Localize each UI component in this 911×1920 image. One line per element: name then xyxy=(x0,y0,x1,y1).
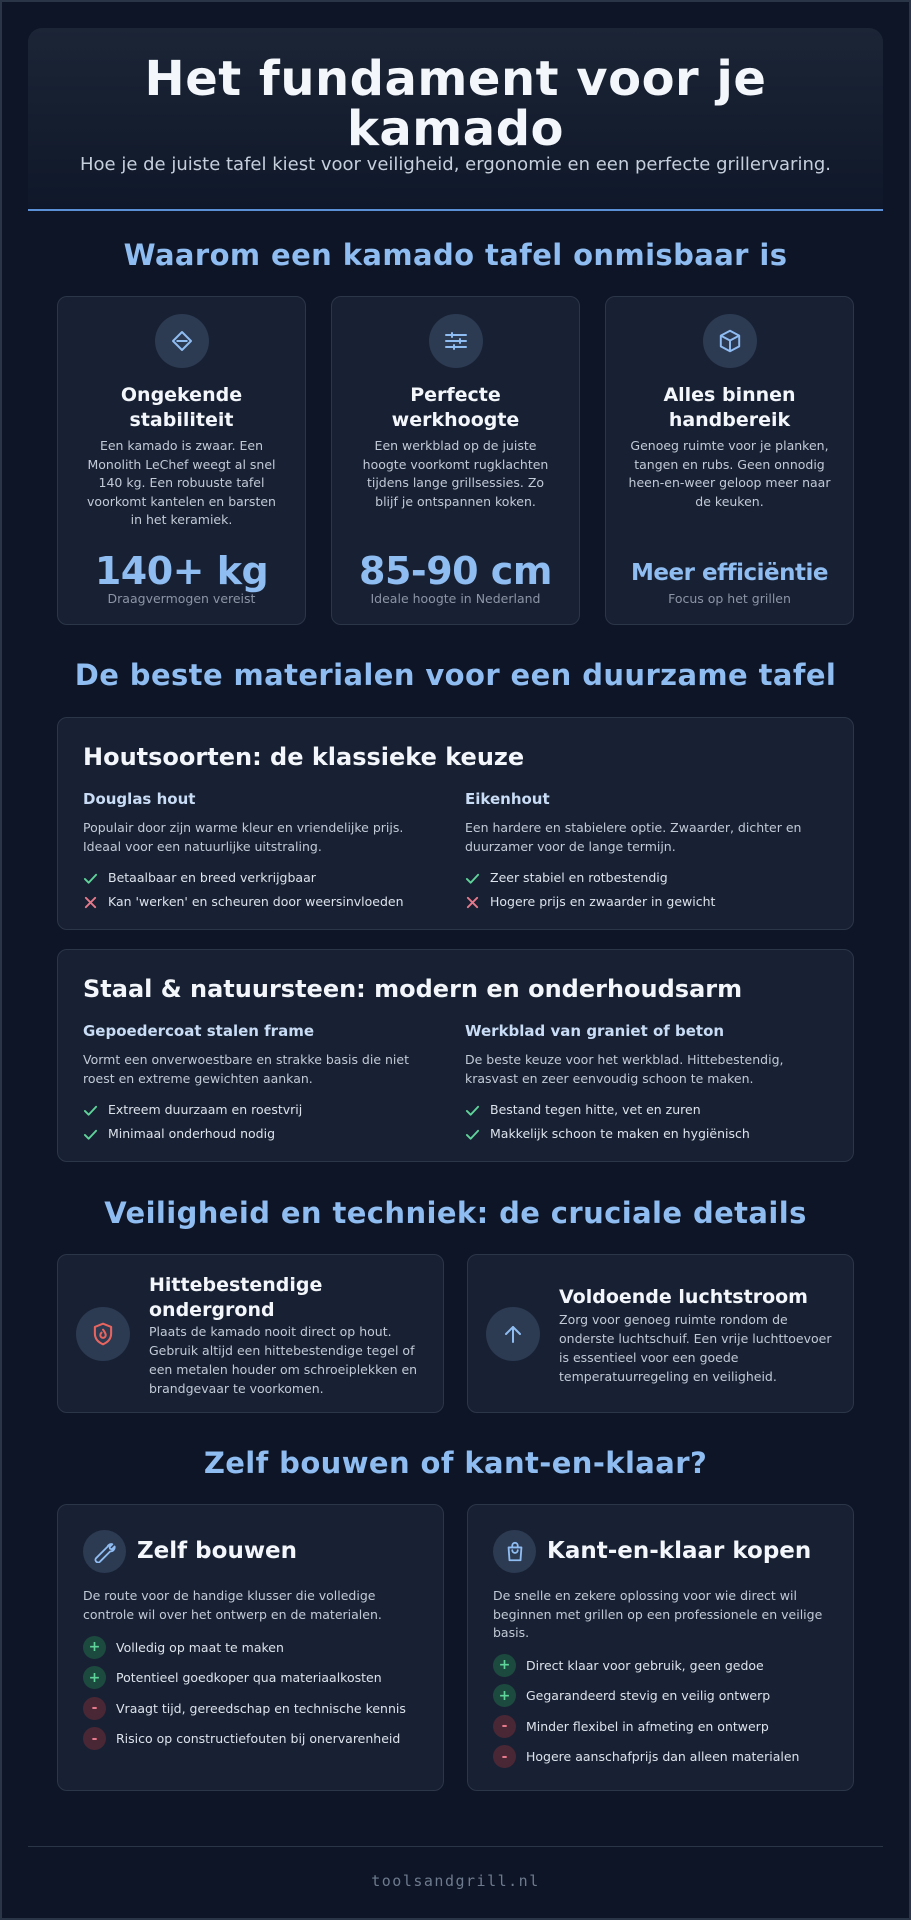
pro-item: + Direct klaar voor gebruik, geen gedoe xyxy=(493,1650,843,1681)
why-card-reach xyxy=(605,296,854,625)
pro-item: Makkelijk schoon te maken en hygiënisch xyxy=(465,1122,825,1146)
pro-item: Bestand tegen hitte, vet en zuren xyxy=(465,1098,825,1122)
cross-icon xyxy=(83,895,98,910)
arrow-up-icon xyxy=(486,1307,540,1361)
page-title xyxy=(28,51,883,157)
section-title-safety: Veiligheid en techniek: de cruciale details xyxy=(104,1196,807,1230)
con-item: - Minder flexibel in afmeting en ontwerp xyxy=(493,1711,843,1742)
check-icon xyxy=(83,1127,98,1142)
safety-card-title: Hittebestendige ondergrond xyxy=(149,1274,323,1321)
con-item: - Hogere aanschafprijs dan alleen materialen xyxy=(493,1742,843,1773)
material-desc: De beste keuze voor het werkblad. Hittebestendig, krasvast en zeer eenvoudig schoon te maken. xyxy=(465,1052,784,1086)
materials-card-title: Staal & natuursteen: modern en onderhoudsarm xyxy=(83,975,743,1003)
safety-card-heat xyxy=(57,1254,444,1413)
build-card-buy xyxy=(467,1504,854,1791)
plus-icon: + xyxy=(83,1666,106,1689)
pro-item: + Gegarandeerd stevig en veilig ontwerp xyxy=(493,1681,843,1712)
material-desc: Populair door zijn warme kleur en vriendelijke prijs. Ideaal voor een natuurlijke uitstraling. xyxy=(83,820,404,854)
why-card-stat-label: Focus op het grillen xyxy=(668,591,791,606)
pro-item: Zeer stabiel en rotbestendig xyxy=(465,866,825,890)
pro-item: Betaalbaar en breed verkrijgbaar xyxy=(83,866,443,890)
check-icon xyxy=(83,1103,98,1118)
cross-icon xyxy=(465,895,480,910)
build-card-diy xyxy=(57,1504,444,1791)
section-title-build: Zelf bouwen of kant-en-klaar? xyxy=(203,1446,708,1480)
why-card-stat: Meer efficiëntie xyxy=(631,560,828,586)
safety-card-desc: Plaats de kamado nooit direct op hout. Gebruik altijd een hittebestendige tegel of een metalen houder om schroeiplekken en brandgevaar te voorkomen. xyxy=(149,1324,418,1396)
build-card-title: Zelf bouwen xyxy=(137,1538,298,1564)
hero-divider xyxy=(28,209,883,211)
diamond-icon xyxy=(155,314,209,368)
minus-icon: - xyxy=(83,1727,106,1750)
con-item: Hogere prijs en zwaarder in gewicht xyxy=(465,890,825,914)
material-heading: Douglas hout xyxy=(83,790,196,808)
hero-header xyxy=(28,28,883,208)
why-card-stability xyxy=(57,296,306,625)
why-card-title: Perfecte werkhoogte xyxy=(391,384,520,431)
shopping-bag-icon xyxy=(493,1530,536,1573)
title-line-1: Het fundament voor je xyxy=(144,51,767,107)
pro-item: + Potentieel goedkoper qua materiaalkosten xyxy=(83,1663,433,1694)
plus-icon: + xyxy=(83,1636,106,1659)
con-item: Kan 'werken' en scheuren door weersinvloeden xyxy=(83,890,443,914)
material-column-douglas xyxy=(83,790,443,914)
build-card-list xyxy=(83,1632,433,1754)
con-item: - Risico op constructiefouten bij onervarenheid xyxy=(83,1724,433,1755)
material-heading: Werkblad van graniet of beton xyxy=(465,1022,725,1040)
materials-card-wood xyxy=(57,717,854,930)
why-card-stat: 140+ kg xyxy=(94,549,269,593)
why-card-stat: 85-90 cm xyxy=(359,549,552,593)
material-desc: Een hardere en stabielere optie. Zwaarder, dichter en duurzamer voor de lange termijn. xyxy=(465,820,802,854)
material-column-granite xyxy=(465,1022,825,1146)
box-icon xyxy=(703,314,757,368)
why-card-desc: Een kamado is zwaar. Een Monolith LeChef weegt al snel 140 kg. Een robuuste tafel voorkomt kantelen en barsten in het keramiek. xyxy=(87,438,276,527)
material-desc: Vormt een onverwoestbare en strakke basis die niet roest en extreme gewichten aankan. xyxy=(83,1052,409,1086)
section-title-why: Waarom een kamado tafel onmisbaar is xyxy=(123,238,788,272)
sliders-icon xyxy=(429,314,483,368)
pro-item: Extreem duurzaam en roestvrij xyxy=(83,1098,443,1122)
why-card-height xyxy=(331,296,580,625)
build-card-list xyxy=(493,1650,843,1772)
minus-icon: - xyxy=(493,1715,516,1738)
material-column-steel xyxy=(83,1022,443,1146)
safety-card-airflow xyxy=(467,1254,854,1413)
shield-icon xyxy=(76,1307,130,1361)
materials-card-steel xyxy=(57,949,854,1162)
safety-card-desc: Zorg voor genoeg ruimte rondom de onderste luchtschuif. Een vrije luchttoevoer is essentieel voor een goede temperatuurregeling en veiligheid. xyxy=(559,1312,832,1384)
check-icon xyxy=(83,871,98,886)
why-card-title: Alles binnen handbereik xyxy=(663,384,796,431)
build-card-desc: De route voor de handige klusser die volledige controle wil over het ontwerp en de materialen. xyxy=(83,1588,382,1622)
why-card-stat-label: Draagvermogen vereist xyxy=(107,591,256,606)
plus-icon: + xyxy=(493,1684,516,1707)
footer-site-link[interactable]: toolsandgrill.nl xyxy=(371,1872,540,1890)
page-subtitle: Hoe je de juiste tafel kiest voor veiligheid, ergonomie en een perfecte grillervaring. xyxy=(79,154,832,175)
build-card-title: Kant-en-klaar kopen xyxy=(547,1538,812,1564)
safety-card-title: Voldoende luchtstroom xyxy=(559,1286,808,1308)
con-item: - Vraagt tijd, gereedschap en technische kennis xyxy=(83,1693,433,1724)
build-card-desc: De snelle en zekere oplossing voor wie direct wil beginnen met grillen op een professionele en veilige basis. xyxy=(493,1588,823,1640)
materials-card-title: Houtsoorten: de klassieke keuze xyxy=(83,743,525,771)
wrench-icon xyxy=(83,1530,126,1573)
why-card-desc: Een werkblad op de juiste hoogte voorkomt rugklachten tijdens lange grillsessies. Zo blijf je ontspannen koken. xyxy=(362,438,549,509)
title-line-2: kamado xyxy=(346,101,565,157)
pro-item: + Volledig op maat te maken xyxy=(83,1632,433,1663)
check-icon xyxy=(465,871,480,886)
minus-icon: - xyxy=(493,1745,516,1768)
why-card-stat-label: Ideale hoogte in Nederland xyxy=(370,591,541,606)
section-title-materials: De beste materialen voor een duurzame tafel xyxy=(74,658,837,692)
check-icon xyxy=(465,1103,480,1118)
material-heading: Eikenhout xyxy=(465,790,550,808)
why-card-title: Ongekende stabiliteit xyxy=(120,384,243,431)
check-icon xyxy=(465,1127,480,1142)
plus-icon: + xyxy=(493,1654,516,1677)
material-heading: Gepoedercoat stalen frame xyxy=(83,1022,315,1040)
why-card-desc: Genoeg ruimte voor je planken, tangen en rubs. Geen onnodig heen-en-weer geloop meer naar de keuken. xyxy=(628,438,831,509)
material-column-eiken xyxy=(465,790,825,914)
footer-divider xyxy=(28,1846,883,1847)
pro-item: Minimaal onderhoud nodig xyxy=(83,1122,443,1146)
minus-icon: - xyxy=(83,1697,106,1720)
